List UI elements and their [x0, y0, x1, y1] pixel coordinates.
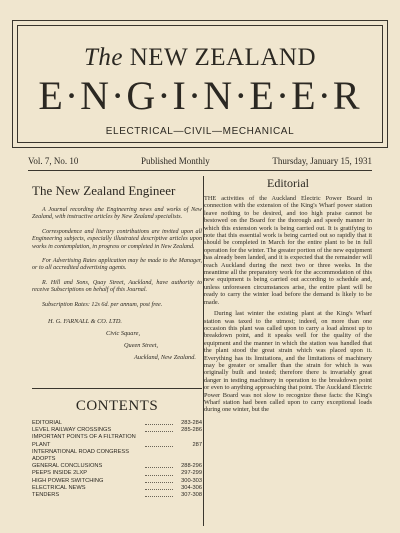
masthead-inner-border [17, 25, 383, 143]
contents-item-pages: 297-299 [181, 470, 202, 477]
left-column [32, 183, 202, 364]
editorial-paragraph: During last winter the existing plant at the King's Wharf station was taxed to the utmost; indeed, on more than one occasion this plant was called upon to carry a load almost up to breakdown point, and it speaks well for the quality of the equipment and the manner in which the station was handled that the plant stood the great strain which was placed upon it. Everything has its limitations, and the limitations of machinery may be greater or smaller than the strain for which is was originally built and tested; therefore there is invariably great danger in testing machinery in operation to the breakdown point or even to anything approaching that point. The Auckland Electric Power Board was not slow to recognize these facts: the King's Wharf station had been called upon to carry exceptional loads during one winter, but the [204, 310, 372, 414]
contents-item-title: ELECTRICAL NEWS [32, 484, 86, 491]
contents-leader-dots [145, 496, 173, 497]
contents-item-title: IMPORTANT POINTS OF A FILTRATION PLANT [32, 434, 136, 448]
contents-item-title: PEEPS INSIDE 2LXP [32, 470, 88, 477]
contents-item-pages: 285-286 [181, 427, 202, 434]
issue-bar [28, 156, 372, 168]
contents-title: CONTENTS [75, 398, 159, 414]
contents-item [32, 420, 202, 427]
contents-list [32, 420, 202, 499]
masthead-subtitle: ELECTRICAL—CIVIL—MECHANICAL [105, 126, 295, 137]
issue-frequency: Published Monthly [140, 156, 210, 166]
journal-intro [32, 207, 202, 309]
intro-paragraph: R. Hill and Sons, Quay Street, Auckland, have authority to receive Subscriptions on behalf of this Journal. [32, 279, 202, 294]
issue-date: Thursday, January 15, 1931 [272, 156, 372, 166]
contents-item-pages: 304-306 [181, 484, 202, 491]
publisher-line: Auckland, New Zealand. [134, 354, 196, 362]
contents-item-pages: 287 [192, 441, 202, 448]
editorial-body [204, 195, 372, 414]
contents-item [32, 485, 202, 492]
contents-item [32, 427, 202, 434]
masthead-title [18, 44, 382, 72]
contents-item-pages: 307-308 [181, 492, 202, 499]
contents-item [32, 492, 202, 499]
right-column [204, 176, 372, 414]
masthead-the: The [84, 44, 123, 71]
masthead-engineer: E·N·G·I·N·E·E·R [38, 73, 362, 118]
masthead-name: NEW ZEALAND [129, 44, 316, 71]
contents-item-pages: 300-303 [181, 477, 202, 484]
contents-item [32, 434, 202, 448]
intro-paragraph: For Advertising Rates application may be made to the Manager, or to all accredited advertising agents. [32, 258, 202, 272]
contents-leader-dots [145, 424, 173, 425]
contents-item-title: HIGH POWER SWITCHING [32, 477, 104, 484]
contents-leader-dots [145, 431, 173, 432]
editorial-title: Editorial [267, 176, 309, 190]
issue-volume: Vol. 7, No. 10 [28, 156, 79, 166]
intro-paragraph: Correspondence and literary contributions are invited upon all Engineering subjects, especially illustrated descriptive articles upon works in contemplation, in progress or completed in New Zealand. [32, 228, 202, 250]
journal-heading: The New Zealand Engineer [32, 183, 176, 198]
contents-item [32, 449, 202, 471]
contents-leader-dots [145, 482, 173, 483]
contents-leader-dots [145, 489, 173, 490]
intro-paragraph: A Journal recording the Engineering news and works of New Zealand, with instructive articles by New Zealand specialists. [32, 207, 202, 221]
publisher-line: Civic Square, [106, 330, 141, 338]
contents-leader-dots [145, 446, 173, 447]
publisher-block [32, 316, 202, 364]
publisher-line: Queen Street, [124, 342, 159, 350]
editorial-paragraph: THE activities of the Auckland Electric Power Board in connection with the extension of the King's Wharf power station leave nothing to be desired, and too high praise cannot be bestowed on the Board for the thorough and speedy manner in which this extension work is being carried out. It is gratifying to note that this essential work is being carried out so rapidly that it should be completed in March for the entire plant to be in full operation for the winter. The greater portion of the new equipment has already been landed, and it is expected that the remainder will reach Auckland during the next two or three weeks. In the meantime all the preparatory work for the accommodation of this new equipment is being carried out according to schedule and, unless unforeseen circumstances arise, the entire plant will be ready to carry the winter load before the demand is likely to be made. [204, 195, 372, 306]
contents-item-title: EDITORIAL [32, 420, 62, 426]
contents-item [32, 470, 202, 477]
contents-item-pages: 288-296 [181, 463, 202, 470]
contents-item-title: LEVEL RAILWAY CROSSINGS [32, 427, 112, 434]
contents-item-pages: 283-284 [181, 420, 202, 426]
contents-item-title: TENDERS [32, 492, 60, 499]
contents-leader-dots [145, 467, 173, 468]
contents-item-title: INTERNATIONAL ROAD CONGRESS ADOPTS GENERAL CONCLUSIONS [32, 448, 130, 470]
contents-item [32, 478, 202, 485]
intro-paragraph: Subscription Rates: 12s 6d. per annum, post free. [42, 301, 163, 308]
contents-leader-dots [145, 475, 173, 476]
issue-rule [28, 170, 372, 171]
masthead [12, 20, 388, 148]
contents-rule [32, 388, 202, 389]
publisher-name: H. G. FARNALL & CO. LTD. [48, 318, 122, 326]
